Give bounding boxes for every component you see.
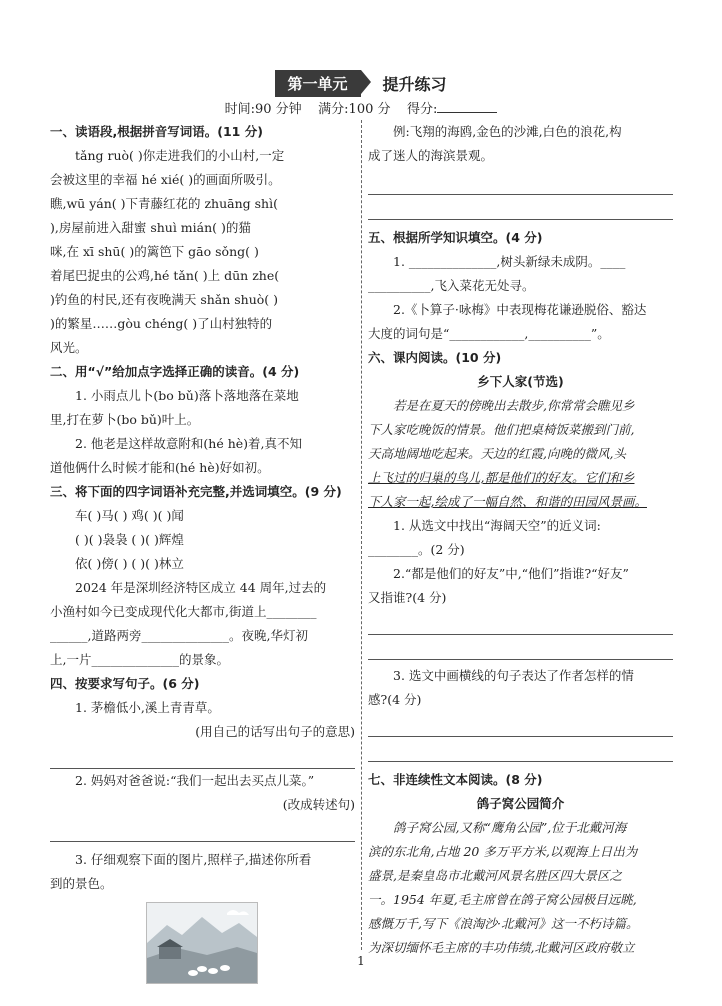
page-header [0, 70, 722, 97]
s4-question-2-requirement: (改成转述句) [282, 797, 355, 812]
passage-line: 一。1954 年夏,毛主席曾在鸽子窝公园极目远眺, [368, 892, 637, 907]
answer-line[interactable] [368, 737, 673, 762]
s4-question-1-requirement: (用自己的话写出句子的意思) [195, 724, 355, 739]
answer-line[interactable] [50, 744, 355, 769]
answer-line[interactable] [368, 170, 673, 195]
passage-line: 鸽子窝公园,又称“鹰角公园”,位于北戴河海 [393, 820, 627, 835]
score-label: 得分: [407, 102, 438, 117]
s3-word-row: 车( )马( ) 鸡( )( )闻 [75, 508, 184, 523]
exam-meta [0, 98, 722, 117]
passage-line: 感慨万千,写下《浪淘沙·北戴河》这一不朽诗篇。 [368, 916, 639, 931]
s6-question-1: 1. 从选文中找出“海阔天空”的近义词: [393, 518, 601, 533]
s6-question-1-cont: ________。(2 分) [368, 542, 465, 557]
answer-line[interactable] [368, 195, 673, 220]
s6-question-2: 2.“都是他们的好友”中,“他们”指谁?“好友” [393, 566, 629, 581]
s4-question-3: 3. 仔细观察下面的图片,照样子,描述你所看 [75, 852, 312, 867]
example-sentence: 例:飞翔的海鸥,金色的沙滩,白色的浪花,构 [393, 124, 622, 139]
section-6-title: 六、课内阅读。(10 分) [368, 350, 502, 365]
section-2-title: 二、用“√”给加点字选择正确的读音。(4 分) [50, 364, 300, 379]
passage-line: 若是在夏天的傍晚出去散步,你常常会瞧见乡 [393, 398, 635, 413]
passage-title: 乡下人家(节选) [477, 374, 564, 389]
left-column [50, 120, 355, 984]
s2-question-2-cont: 道他俩什么时候才能和(hé hè)好如初。 [50, 460, 270, 475]
section-4-title: 四、按要求写句子。(6 分) [50, 676, 200, 691]
s1-line: 风光。 [50, 340, 88, 355]
landscape-picture [146, 902, 258, 984]
passage-title: 鸽子窝公园简介 [476, 796, 565, 811]
s6-question-2-cont: 又指谁?(4 分) [368, 590, 447, 605]
s3-paragraph-cont: ______,道路两旁______________。夜晚,华灯初 [50, 628, 308, 643]
s3-paragraph-cont: 上,一片______________的景象。 [50, 652, 229, 667]
right-column [368, 120, 673, 960]
example-sentence-cont: 成了迷人的海滨景观。 [368, 148, 494, 163]
answer-line[interactable] [50, 817, 355, 842]
passage-line: 盛景,是秦皇岛市北戴河风景名胜区四大景区之 [368, 868, 622, 883]
s1-line: 咪,在 xī shū( )的篱笆下 gāo sǒng( ) [50, 244, 259, 259]
s4-question-2: 2. 妈妈对爸爸说:“我们一起出去买点儿菜。” [75, 773, 315, 788]
column-divider [361, 120, 362, 950]
passage-line: 天高地阔地吃起来。天边的红霞,向晚的微风,头 [368, 446, 626, 461]
s2-question-2: 2. 他老是这样故意附和(hé hè)着,真不知 [75, 436, 302, 451]
page-number: 1 [357, 954, 365, 968]
s1-line: 瞧,wū yán( )下青藤红花的 zhuāng shì( [50, 196, 278, 211]
page-subtitle: 提升练习 [382, 75, 447, 94]
s5-question-1-cont: __________,飞入菜花无处寻。 [368, 278, 535, 293]
section-7-title: 七、非连续性文本阅读。(8 分) [368, 772, 543, 787]
s2-question-1: 1. 小雨点儿卜(bo bǔ)落卜落地落在菜地 [75, 388, 299, 403]
s1-line: )的繁星……gòu chéng( )了山村独特的 [50, 316, 273, 331]
passage-line: 为深切缅怀毛主席的丰功伟绩,北戴河区政府敬立 [368, 940, 635, 955]
s3-word-row: 依( )傍( ) ( )( )林立 [75, 556, 184, 571]
s5-question-1: 1. ______________,树头新绿未成阴。____ [393, 254, 626, 269]
s6-question-3-cont: 感?(4 分) [368, 692, 422, 707]
score-blank[interactable] [437, 100, 497, 113]
s1-line: 着尾巴捉虫的公鸡,hé tǎn( )上 dūn zhe( [50, 268, 280, 283]
total-score: 满分:100 分 [318, 102, 391, 117]
s2-question-1-cont: 里,打在萝卜(bo bǔ)叶上。 [50, 412, 200, 427]
passage-line: 滨的东北角,占地 20 多万平方米,以观海上日出为 [368, 844, 638, 859]
s5-question-2-cont: 大度的词句是“____________,__________”。 [368, 326, 610, 341]
answer-line[interactable] [368, 712, 673, 737]
answer-line[interactable] [368, 610, 673, 635]
s3-word-row: ( )( )袅袅 ( )( )辉煌 [75, 532, 184, 547]
s4-question-1: 1. 茅檐低小,溪上青青草。 [75, 700, 220, 715]
answer-line[interactable] [368, 635, 673, 660]
s3-paragraph-cont: 小渔村如今已变成现代化大都市,街道上________ [50, 604, 317, 619]
s1-line: )钓鱼的村民,还有夜晚满天 shǎn shuò( ) [50, 292, 279, 307]
section-3-title: 三、将下面的四字词语补充完整,并选词填空。(9 分) [50, 484, 342, 499]
s5-question-2: 2.《卜算子·咏梅》中表现梅花谦逊脱俗、豁达 [393, 302, 647, 317]
passage-line: 上飞过的归巢的鸟儿,都是他们的好友。它们和乡 [368, 470, 635, 485]
passage-line: 下人家吃晚饭的情景。他们把桌椅饭菜搬到门前, [368, 422, 635, 437]
s1-line: 会被这里的幸福 hé xié( )的画面所吸引。 [50, 172, 281, 187]
unit-badge: 第一单元 [275, 70, 361, 97]
passage-line: 下人家一起,绘成了一幅自然、和谐的田园风景画。 [368, 494, 647, 509]
s1-line: ),房屋前进入甜蜜 shuì mián( )的猫 [50, 220, 251, 235]
s4-question-3-cont: 到的景色。 [50, 876, 113, 891]
s1-line: tǎng ruò( )你走进我们的小山村,一定 [75, 148, 285, 163]
section-1-title: 一、读语段,根据拼音写词语。(11 分) [50, 124, 263, 139]
time-limit: 时间:90 分钟 [224, 102, 302, 117]
section-5-title: 五、根据所学知识填空。(4 分) [368, 230, 543, 245]
s6-question-3: 3. 选文中画横线的句子表达了作者怎样的情 [393, 668, 634, 683]
s3-paragraph: 2024 年是深圳经济特区成立 44 周年,过去的 [75, 580, 327, 595]
